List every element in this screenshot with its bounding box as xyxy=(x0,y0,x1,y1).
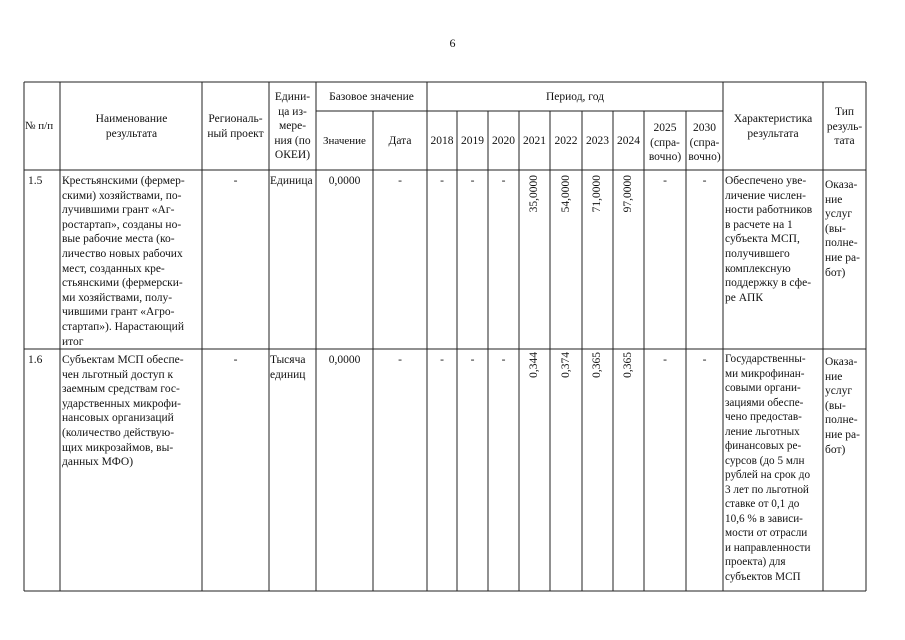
row-2023: 71,0000 xyxy=(591,175,603,213)
row-characteristic: Государственны- ми микрофинан- совыми органи- зациями обеспе- чено предостав- ление льготных финансовых ре- сурсов (до 5 млн рублей на срок до 3 лет по льготной ставке от 0,1 до 10,6 % в зависи- мости от отрасли и направленности проекта) для субъектов МСП xyxy=(725,353,811,583)
header-year-2021: 2021 xyxy=(523,135,546,147)
row-2019: - xyxy=(470,175,475,187)
row-2018: - xyxy=(440,354,444,366)
header-characteristic: Характеристика результата xyxy=(733,113,813,140)
row-base-date: - xyxy=(398,354,402,366)
header-base: Базовое значение xyxy=(329,91,414,103)
header-unit: Едини- ца из- мере- ния (по ОКЕИ) xyxy=(274,91,311,162)
row-2022: 0,374 xyxy=(560,352,572,378)
header-base-value: Значение xyxy=(323,135,366,147)
row-2021: 35,0000 xyxy=(528,175,540,213)
header-project: Региональ- ный проект xyxy=(207,113,264,140)
row-base-value: 0,0000 xyxy=(328,175,361,187)
header-type: Тип резуль- тата xyxy=(826,106,863,148)
row-2020: - xyxy=(501,354,506,366)
row-type: Оказа- ние услуг (вы- полне- ние ра- бот) xyxy=(825,356,860,456)
row-unit: Единица xyxy=(270,175,313,187)
header-year-2020: 2020 xyxy=(492,135,515,147)
row-2025: - xyxy=(663,354,667,366)
header-year-2030: 2030 (спра- вочно) xyxy=(688,122,721,164)
header-year-2024: 2024 xyxy=(617,135,640,147)
row-2022: 54,0000 xyxy=(560,175,572,213)
header-name: Наименование результата xyxy=(95,113,168,140)
row-unit: Тысяча единиц xyxy=(270,354,306,381)
row-project: - xyxy=(233,354,238,366)
row-2020: - xyxy=(501,175,506,187)
row-2025: - xyxy=(663,175,667,187)
header-year-2018: 2018 xyxy=(430,135,454,147)
row-num: 1.5 xyxy=(28,175,43,187)
header-num: № п/п xyxy=(25,120,54,132)
header-period: Период, год xyxy=(545,91,605,103)
header-year-2019: 2019 xyxy=(461,135,484,147)
row-2023: 0,365 xyxy=(591,352,603,378)
row-num: 1.6 xyxy=(28,354,43,366)
header-base-date: Дата xyxy=(388,135,412,147)
row-2021: 0,344 xyxy=(528,352,540,378)
page-number: 6 xyxy=(449,36,456,50)
row-2030: - xyxy=(702,354,707,366)
header-year-2022: 2022 xyxy=(554,135,578,147)
row-2030: - xyxy=(702,175,707,187)
row-name: Крестьянскими (фермер- скими) хозяйствами, по- лучившими грант «Аг- ростартап», созданы но- вые рабочие места (ко- личество новых рабочих мест, созданных кре- стьянскими (фермерски- ми хозяйствами, полу- чившими грант «Агро- стартап»). Нарастающий итог xyxy=(62,175,185,348)
row-2024: 97,0000 xyxy=(622,175,634,213)
row-2018: - xyxy=(440,175,444,187)
row-base-value: 0,0000 xyxy=(328,354,361,366)
row-2019: - xyxy=(470,354,475,366)
row-type: Оказа- ние услуг (вы- полне- ние ра- бот) xyxy=(825,179,860,279)
row-name: Субъектам МСП обеспе- чен льготный доступ к заемным средствам гос- ударственных микрофи- нансовых организаций (количество действую- щих микрозаймов, вы- данных МФО) xyxy=(62,354,184,469)
row-project: - xyxy=(233,175,238,187)
row-2024: 0,365 xyxy=(622,352,634,378)
header-year-2025: 2025 (спра- вочно) xyxy=(648,122,682,164)
row-characteristic: Обеспечено уве- личение числен- ности работников в расчете на 1 субъекта МСП, получившего комплексную поддержку в сфе- ре АПК xyxy=(725,175,813,304)
header-year-2023: 2023 xyxy=(586,135,609,147)
row-base-date: - xyxy=(398,175,402,187)
